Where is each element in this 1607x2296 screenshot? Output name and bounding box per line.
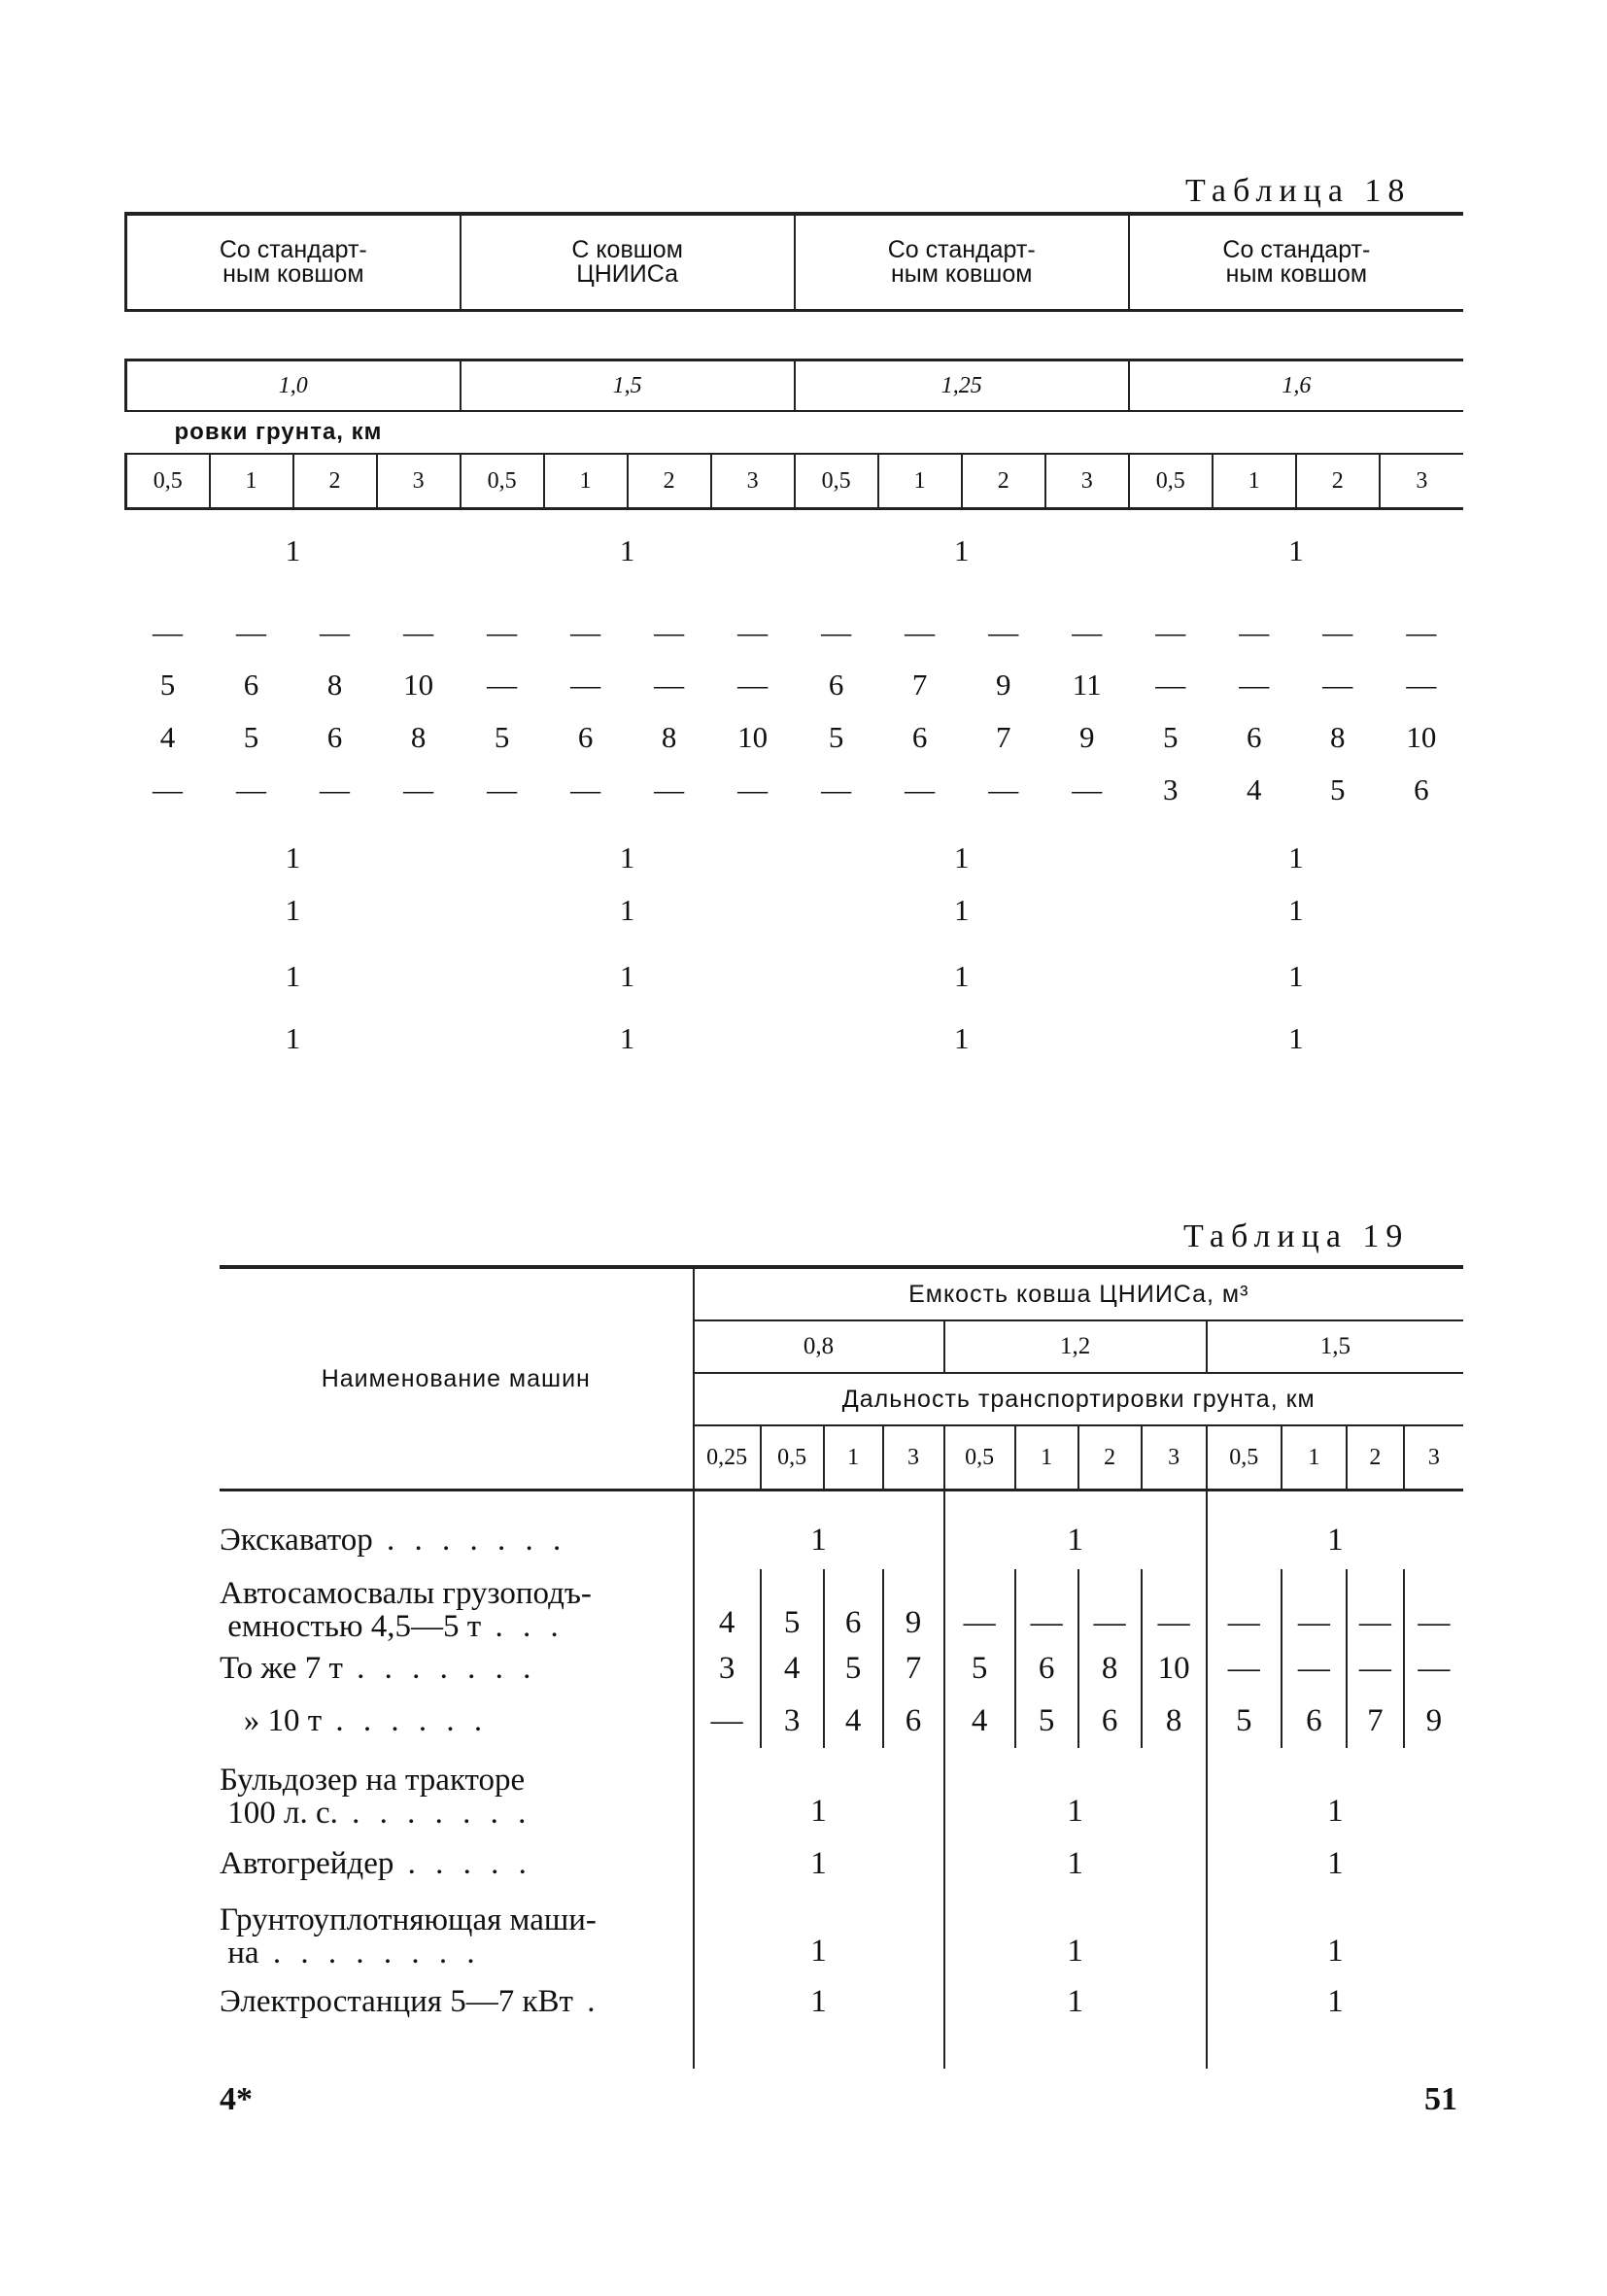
truck-count-cell: 10 — [737, 719, 769, 754]
capacity-super-header: Емкость ковша ЦНИИСа, м³ — [694, 1267, 1463, 1320]
truck-count-cell: 4 — [761, 1643, 824, 1694]
truck-count-cell: — — [944, 1569, 1015, 1643]
capacity-value: 1,2 — [944, 1320, 1207, 1373]
distance-cell: 2 — [1296, 454, 1380, 509]
truck-count-cell: 8 — [1142, 1694, 1207, 1748]
truck-count-cell: — — [487, 614, 518, 649]
truck-count-cell: 6 — [1282, 1694, 1347, 1748]
truck-count-cell: 5 — [1015, 1694, 1078, 1748]
truck-count-cell: 6 — [577, 719, 594, 754]
distance-cell: 0,5 — [126, 454, 210, 509]
bucket-header: Со стандарт- ным ковшом — [126, 214, 461, 311]
truck-count-cell: — — [320, 771, 351, 806]
distance-cell: 1 — [210, 454, 293, 509]
group-value: 1 — [285, 532, 301, 567]
table-19 — [220, 1265, 1463, 2069]
distance-cell: 3 — [1142, 1425, 1207, 1491]
distance-cell: 3 — [711, 454, 795, 509]
group-value: 1 — [285, 958, 301, 993]
group-value: 1 — [619, 958, 635, 993]
distance-cell: 1 — [1213, 454, 1296, 509]
truck-count-cell: — — [988, 614, 1019, 649]
distance-cell: 1 — [878, 454, 962, 509]
row-grader — [220, 1835, 1463, 1892]
truck-count-cell: — — [153, 771, 183, 806]
truck-count-cell: — — [1282, 1569, 1347, 1643]
distance-label: ровки грунта, км — [174, 419, 383, 445]
truck-count-cell: 3 — [694, 1643, 761, 1694]
truck-count-cell: — — [694, 1694, 761, 1748]
truck-count-cell: — — [737, 667, 769, 702]
group-value: 1 — [619, 532, 635, 567]
truck-count-cell: 10 — [1142, 1643, 1207, 1694]
truck-count-cell: 8 — [661, 719, 677, 754]
capacity-row — [126, 360, 1464, 412]
truck-count-cell: — — [1239, 667, 1270, 702]
truck-count-cell: — — [654, 667, 685, 702]
truck-count-cell: — — [403, 614, 434, 649]
group-value: 1 — [619, 892, 635, 927]
truck-count-cell: — — [1072, 614, 1103, 649]
distance-cell: 0,5 — [1129, 454, 1213, 509]
truck-count-cell: 5 — [243, 719, 259, 754]
truck-count-cell: 7 — [1347, 1694, 1404, 1748]
truck-count-cell: — — [1142, 1569, 1207, 1643]
distance-cell: 1 — [1015, 1425, 1078, 1491]
row-truck-10t — [220, 1694, 1463, 1748]
truck-count-cell: 5 — [824, 1643, 883, 1694]
distance-cell: 0,5 — [761, 1425, 824, 1491]
group-value: 1 — [285, 892, 301, 927]
row-value: 1 — [944, 1892, 1207, 1973]
row-value: 1 — [1207, 1892, 1463, 1973]
truck-count-cell: 8 — [1330, 719, 1346, 754]
distance-cell: 2 — [628, 454, 711, 509]
truck-count-cell: — — [1155, 667, 1186, 702]
truck-count-cell: — — [1239, 614, 1270, 649]
row-value: 1 — [694, 1511, 944, 1569]
truck-count-cell: — — [1155, 614, 1186, 649]
group-value: 1 — [953, 958, 970, 993]
distance-cell: 1 — [544, 454, 628, 509]
truck-count-cell: 6 — [1015, 1643, 1078, 1694]
truck-count-cell: — — [487, 667, 518, 702]
truck-count-cell: 5 — [828, 719, 844, 754]
machine-name: Грунтоуплотняющая маши- на . . . . . . . . — [220, 1902, 597, 1970]
truck-count-cell: 5 — [1207, 1694, 1282, 1748]
truck-count-cell: — — [1207, 1643, 1282, 1694]
distance-cell: 2 — [962, 454, 1045, 509]
truck-count-cell: 5 — [944, 1643, 1015, 1694]
truck-count-cell: 8 — [410, 719, 427, 754]
distance-cell: 0,5 — [795, 454, 878, 509]
truck-count-cell: 6 — [883, 1694, 944, 1748]
bucket-header: Со стандарт- ным ковшом — [1129, 214, 1463, 311]
row-value: 1 — [944, 1511, 1207, 1569]
row-truck-7t — [220, 1643, 1463, 1694]
truck-count-cell: 6 — [1247, 719, 1262, 754]
truck-count-cell: 11 — [1072, 667, 1102, 702]
truck-count-cell: — — [570, 614, 601, 649]
truck-count-cell: 10 — [1406, 719, 1437, 754]
group-value: 1 — [953, 1020, 970, 1055]
bucket-header: С ковшом ЦНИИСа — [461, 214, 795, 311]
distance-cell: 0,25 — [694, 1425, 761, 1491]
bucket-header: Со стандарт- ным ковшом — [795, 214, 1129, 311]
truck-count-cell: 5 — [761, 1569, 824, 1643]
row-value: 1 — [1207, 1973, 1463, 2030]
group-value: 1 — [285, 840, 301, 874]
distance-cell: 2 — [293, 454, 377, 509]
row-value: 1 — [694, 1748, 944, 1835]
truck-count-cell: — — [1078, 1569, 1142, 1643]
row-value: 1 — [1207, 1748, 1463, 1835]
row-value: 1 — [1207, 1511, 1463, 1569]
group-value: 1 — [953, 532, 970, 567]
distance-cell: 2 — [1078, 1425, 1142, 1491]
truck-count-cell: — — [654, 614, 685, 649]
distance-row — [126, 454, 1464, 509]
distance-cell: 3 — [883, 1425, 944, 1491]
distance-cell: 2 — [1347, 1425, 1404, 1491]
capacity-value: 1,5 — [1207, 1320, 1463, 1373]
distance-header: Дальность транспортировки грунта, км — [694, 1373, 1463, 1425]
machine-name: » 10 т . . . . . . — [243, 1703, 489, 1738]
truck-count-cell: 8 — [326, 667, 343, 702]
truck-count-cell: — — [737, 614, 769, 649]
row-trucks — [126, 659, 1464, 711]
truck-count-cell: — — [1015, 1569, 1078, 1643]
truck-count-cell: 7 — [883, 1643, 944, 1694]
truck-count-cell: 3 — [761, 1694, 824, 1748]
group-value: 1 — [1288, 1020, 1304, 1055]
truck-count-cell: — — [1207, 1569, 1282, 1643]
capacity-value: 1,0 — [126, 360, 461, 412]
row-trucks — [126, 606, 1464, 659]
distance-cell: 0,5 — [1207, 1425, 1282, 1491]
truck-count-cell: 5 — [494, 719, 510, 754]
truck-count-cell: — — [1282, 1643, 1347, 1694]
truck-count-cell: — — [320, 614, 351, 649]
truck-count-cell: — — [905, 771, 936, 806]
row-compactor — [220, 1892, 1463, 1973]
truck-count-cell: 4 — [1247, 771, 1262, 806]
capacity-value: 1,25 — [795, 360, 1129, 412]
distance-cell: 0,5 — [944, 1425, 1015, 1491]
row-single-machine — [126, 834, 1464, 882]
row-bulldozer — [220, 1748, 1463, 1835]
machine-name: Автосамосвалы грузоподъ- емностью 4,5—5 т . . . — [220, 1576, 592, 1644]
row-trucks — [126, 711, 1464, 764]
table-19-caption: Таблица 19 — [1183, 1218, 1410, 1254]
row-excavator — [126, 525, 1464, 577]
group-value: 1 — [1288, 532, 1304, 567]
group-value: 1 — [1288, 840, 1304, 874]
row-single-machine — [126, 939, 1464, 1014]
truck-count-cell: — — [570, 667, 601, 702]
group-value: 1 — [1288, 958, 1304, 993]
distance-cell: 3 — [1380, 454, 1463, 509]
truck-count-cell: — — [487, 771, 518, 806]
machine-name-header: Наименование машин — [220, 1267, 694, 1491]
truck-count-cell: — — [821, 771, 852, 806]
truck-count-cell: — — [654, 771, 685, 806]
truck-count-cell: — — [1406, 614, 1437, 649]
distance-cell: 1 — [824, 1425, 883, 1491]
truck-count-cell: 6 — [1078, 1694, 1142, 1748]
truck-count-cell: 6 — [243, 667, 259, 702]
truck-count-cell: — — [236, 771, 267, 806]
truck-count-cell: — — [236, 614, 267, 649]
machine-name: Экскаватор . . . . . . . — [220, 1523, 567, 1558]
truck-count-cell: 6 — [824, 1569, 883, 1643]
truck-count-cell: 6 — [828, 667, 844, 702]
bucket-type-header-row — [126, 214, 1464, 311]
truck-count-cell: 5 — [159, 667, 176, 702]
table-19-header-row-1 — [220, 1267, 1463, 1320]
row-value: 1 — [694, 1973, 944, 2030]
truck-count-cell: 6 — [911, 719, 928, 754]
distance-cell: 0,5 — [461, 454, 544, 509]
truck-count-cell: — — [821, 614, 852, 649]
table-18-body — [126, 509, 1464, 1102]
distance-label-row — [126, 411, 1464, 454]
truck-count-cell: — — [905, 614, 936, 649]
group-value: 1 — [1288, 892, 1304, 927]
row-single-machine — [126, 882, 1464, 939]
truck-count-cell: 10 — [403, 667, 434, 702]
truck-count-cell: — — [1322, 667, 1353, 702]
distance-cell: 3 — [377, 454, 461, 509]
capacity-value: 0,8 — [694, 1320, 944, 1373]
truck-count-cell: — — [403, 771, 434, 806]
truck-count-cell: — — [153, 614, 183, 649]
truck-count-cell: 7 — [995, 719, 1011, 754]
truck-count-cell: 9 — [995, 667, 1011, 702]
signature-mark: 4* — [220, 2081, 253, 2117]
group-value: 1 — [619, 1020, 635, 1055]
table-18-caption: Таблица 18 — [1185, 173, 1412, 209]
row-value: 1 — [944, 1835, 1207, 1892]
truck-count-cell: 7 — [911, 667, 928, 702]
truck-count-cell: — — [1347, 1643, 1404, 1694]
truck-count-cell: 5 — [1163, 719, 1179, 754]
row-trucks — [126, 764, 1464, 816]
truck-count-cell: 4 — [824, 1694, 883, 1748]
row-value: 1 — [944, 1748, 1207, 1835]
row-value: 1 — [944, 1973, 1207, 2030]
group-value: 1 — [619, 840, 635, 874]
truck-count-cell: — — [570, 771, 601, 806]
group-value: 1 — [953, 840, 970, 874]
capacity-value: 1,6 — [1129, 360, 1463, 412]
truck-count-cell: 8 — [1078, 1643, 1142, 1694]
truck-count-cell: 4 — [159, 719, 176, 754]
truck-count-cell: 9 — [1404, 1694, 1463, 1748]
truck-count-cell: — — [1322, 614, 1353, 649]
row-single-machine — [126, 1014, 1464, 1063]
truck-count-cell: — — [1404, 1643, 1463, 1694]
machine-name: Бульдозер на тракторе 100 л. с. . . . . . . . — [220, 1763, 532, 1831]
group-value: 1 — [953, 892, 970, 927]
row-value: 1 — [694, 1835, 944, 1892]
truck-count-cell: — — [1404, 1569, 1463, 1643]
truck-count-cell: 6 — [326, 719, 343, 754]
row-excavator — [220, 1511, 1463, 1569]
page-number: 51 — [1424, 2081, 1457, 2117]
truck-count-cell: 9 — [883, 1569, 944, 1643]
distance-cell: 3 — [1404, 1425, 1463, 1491]
machine-name: Автогрейдер . . . . . — [220, 1846, 532, 1881]
truck-count-cell: — — [1072, 771, 1103, 806]
truck-count-cell: 4 — [694, 1569, 761, 1643]
capacity-value: 1,5 — [461, 360, 795, 412]
table-18 — [124, 212, 1463, 1102]
truck-count-cell: — — [737, 771, 769, 806]
row-truck-4-5t — [220, 1569, 1463, 1643]
truck-count-cell: 9 — [1078, 719, 1095, 754]
truck-count-cell: 3 — [1163, 771, 1179, 806]
truck-count-cell: 6 — [1414, 771, 1429, 806]
row-value: 1 — [694, 1892, 944, 1973]
distance-cell: 1 — [1282, 1425, 1347, 1491]
row-power-plant — [220, 1973, 1463, 2030]
truck-count-cell: — — [1347, 1569, 1404, 1643]
group-value: 1 — [285, 1020, 301, 1055]
truck-count-cell: 4 — [944, 1694, 1015, 1748]
machine-name: Электростанция 5—7 кВт . — [220, 1984, 601, 2019]
machine-name: То же 7 т . . . . . . . — [220, 1651, 537, 1686]
truck-count-cell: 5 — [1330, 771, 1346, 806]
truck-count-cell: — — [1406, 667, 1437, 702]
distance-cell: 3 — [1045, 454, 1129, 509]
row-value: 1 — [1207, 1835, 1463, 1892]
truck-count-cell: — — [988, 771, 1019, 806]
